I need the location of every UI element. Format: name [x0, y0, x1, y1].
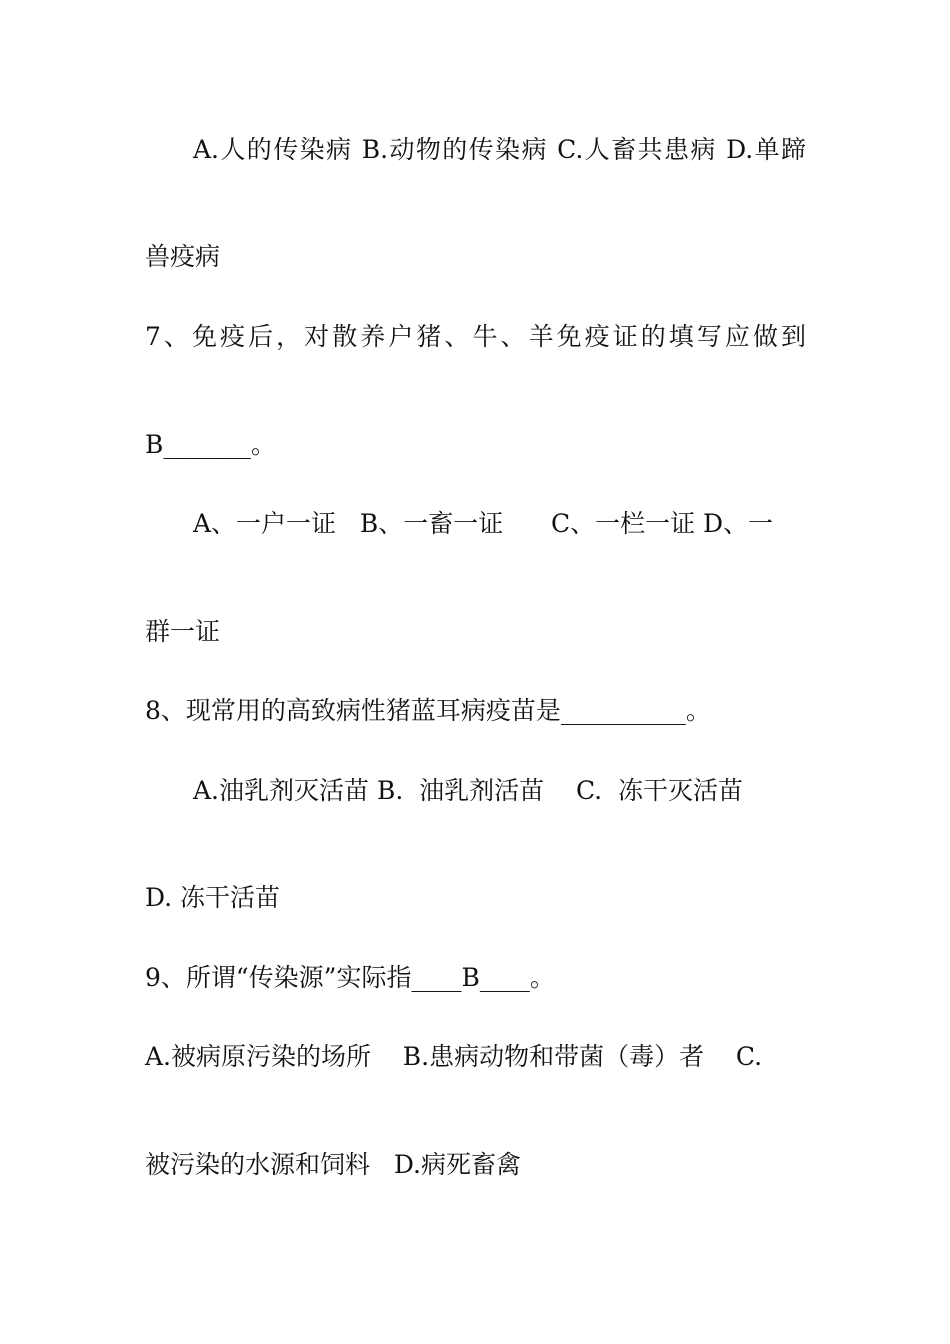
q7-answer: B_______。 — [145, 430, 276, 459]
q9-question: 9、所谓“传染源”实际指____B____。 — [145, 963, 555, 992]
q9-options-line1: A.被病原污染的场所 B.患病动物和带菌（毒）者 C. — [145, 1042, 763, 1071]
q6-options-line2: 兽疫病 — [145, 242, 221, 271]
q7-question: 7、免疫后，对散养户猪、牛、羊免疫证的填写应做到 — [145, 322, 806, 351]
q8-options-line2: D. 冻干活苗 — [145, 883, 281, 912]
q8-options-line1: A.油乳剂灭活苗 B. 油乳剂活苗 C. 冻干灭活苗 — [193, 776, 744, 805]
q6-options-line1: A.人的传染病 B.动物的传染病 C.人畜共患病 D.单蹄 — [193, 135, 806, 164]
q7-options-line2: 群一证 — [145, 617, 221, 646]
q9-options-line2: 被污染的水源和饲料 D.病死畜禽 — [145, 1150, 521, 1179]
q7-options-line1: A、一户一证 B、一畜一证 C、一栏一证 D、一 — [193, 509, 774, 538]
q8-question: 8、现常用的高致病性猪蓝耳病疫苗是__________。 — [145, 696, 711, 725]
